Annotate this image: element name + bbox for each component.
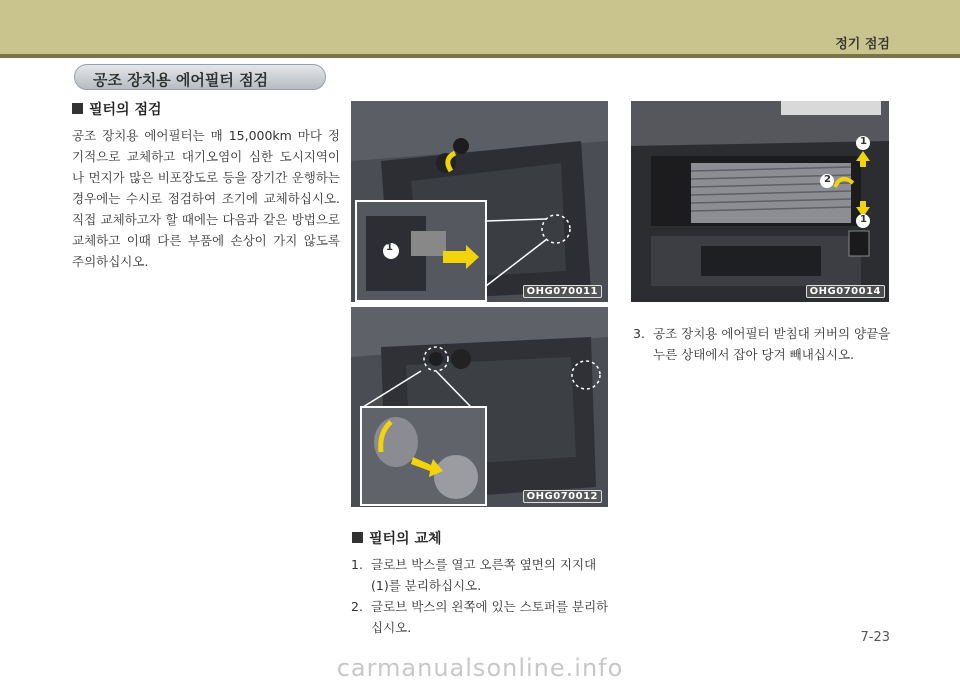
replace-heading-text: 필터의 교체 (369, 531, 442, 547)
step-number: 2. (351, 599, 363, 614)
photo3-code: OHG070014 (806, 285, 885, 298)
photo-glovebox-stopper (351, 307, 608, 507)
inspect-body: 공조 장치용 에어필터는 매 15,000km 마다 정기적으로 교체하고 대기오염이 심한 도시지역이나 먼지가 많은 비포장도로 등을 장기간 운행하는 경우에는 수시로 점검하여 조기에 교체하십시오. 직접 교체하고자 할 때에는 다음과 같은 방법으로 교체하고 이때 다른 부품에 손상이 가지 않도록 주의하십시오. (72, 128, 340, 269)
step-text: 공조 장치용 에어필터 받침대 커버의 양끝을 누른 상태에서 잡아 당겨 빼내십시오. (653, 326, 891, 362)
chapter-title: 정기 점검 (835, 37, 890, 52)
photo-filter-cover (631, 101, 889, 302)
replace-steps (351, 554, 613, 638)
section-title: 공조 장치용 에어필터 점검 (93, 71, 269, 89)
watermark: carmanualsonline.info (336, 654, 624, 682)
step-text: 글로브 박스를 열고 오른쪽 옆면의 지지대(1)를 분리하십시오. (371, 557, 597, 593)
page-number: 7-23 (860, 630, 890, 645)
square-bullet-icon (352, 532, 363, 543)
list-item (351, 554, 613, 596)
step-number: 3. (633, 326, 645, 341)
step-number: 1. (351, 557, 363, 572)
photo1-code: OHG070011 (523, 285, 602, 298)
photo1-callout-1: 1 (386, 242, 393, 253)
photo3-callout-2: 2 (824, 174, 831, 185)
photo2-code: OHG070012 (523, 490, 602, 503)
photo3-callout-1-top: 1 (860, 136, 867, 147)
header-band (0, 0, 960, 54)
photo-glovebox-support (351, 101, 608, 302)
list-item (633, 323, 895, 365)
square-bullet-icon (72, 103, 83, 114)
step-text: 글로브 박스의 왼쪽에 있는 스토퍼를 분리하십시오. (371, 599, 609, 635)
header-divider (0, 54, 960, 58)
list-item (351, 596, 613, 638)
photo3-callout-1-bottom: 1 (860, 214, 867, 225)
section-title-pill (74, 64, 326, 90)
replace-heading (352, 528, 442, 548)
inspect-heading (72, 99, 162, 119)
step3-list (633, 323, 895, 365)
inspect-heading-text: 필터의 점검 (89, 102, 162, 118)
